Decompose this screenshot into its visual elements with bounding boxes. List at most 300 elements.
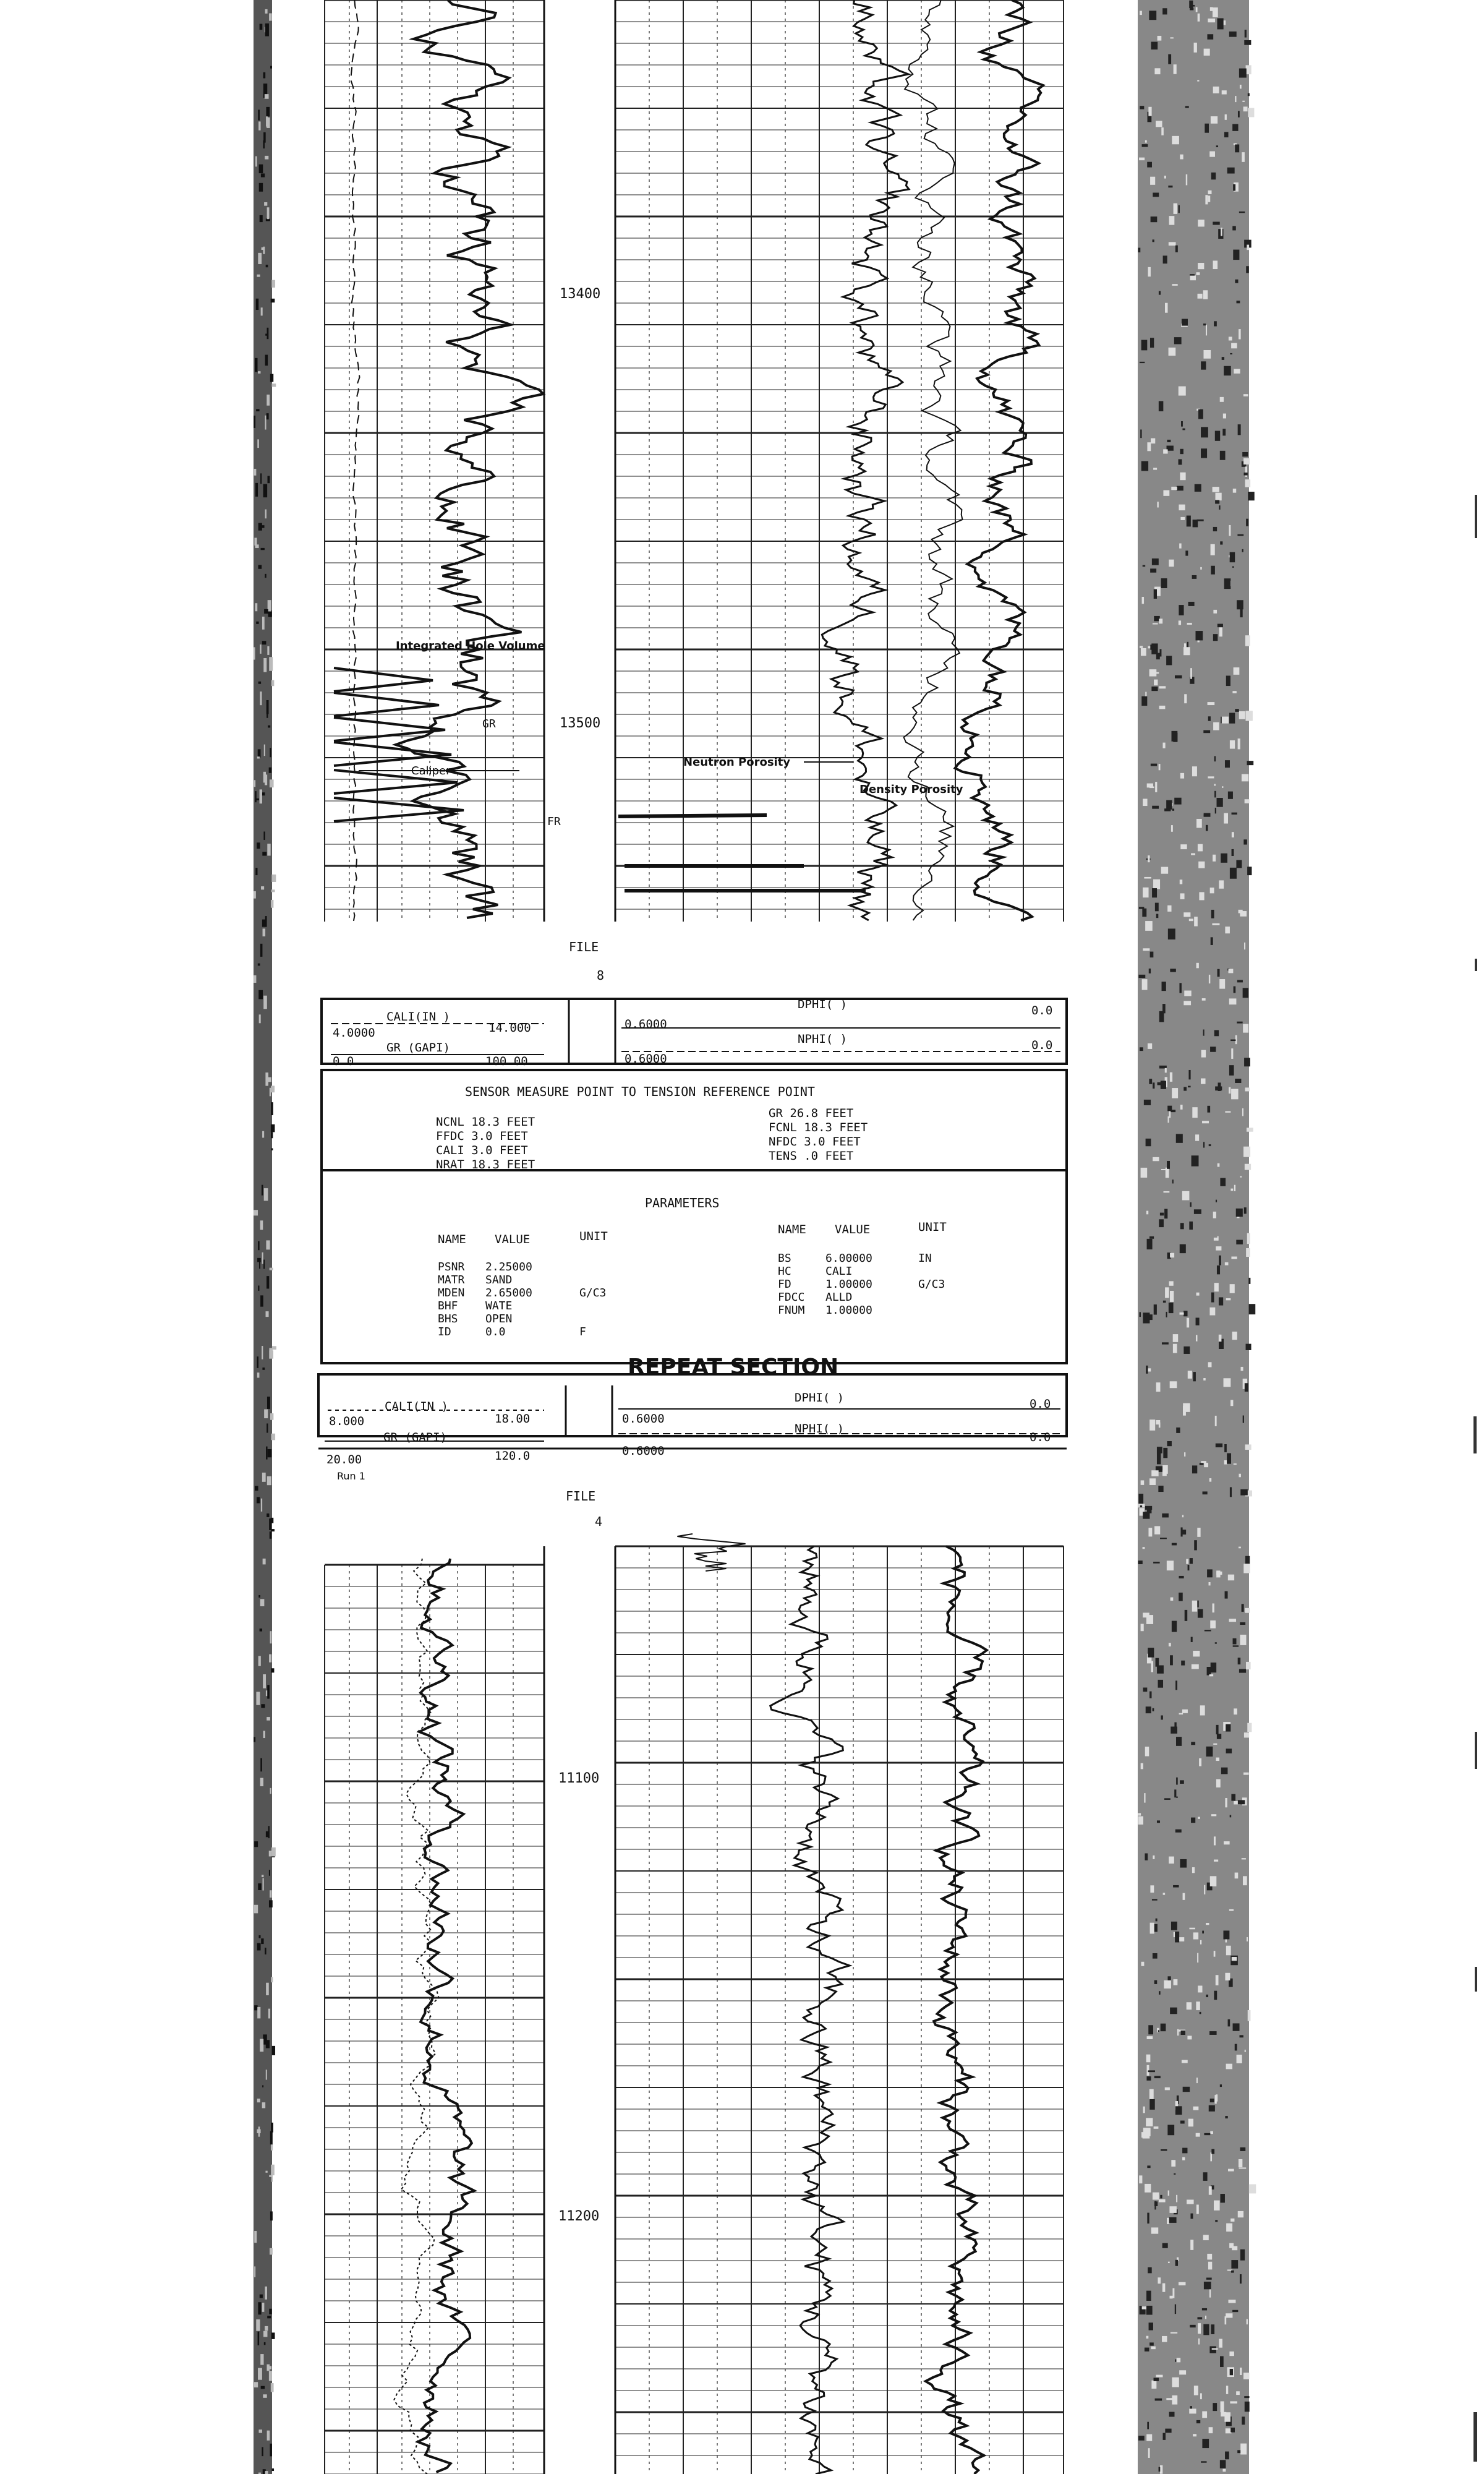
file-number: 8 bbox=[597, 968, 605, 983]
scan-noise bbox=[1246, 1344, 1252, 1350]
param-left-value: WATE bbox=[485, 1299, 513, 1312]
scan-noise bbox=[1209, 1582, 1211, 1585]
scan-noise bbox=[1154, 589, 1157, 599]
scan-noise bbox=[1193, 2107, 1199, 2110]
scan-noise bbox=[1176, 1797, 1178, 1798]
scan-noise bbox=[1232, 2246, 1237, 2250]
gr-scale-label-2: GR (GAPI) bbox=[383, 1431, 447, 1444]
sensor-block-title: SENSOR MEASURE POINT TO TENSION REFERENCE POINT bbox=[465, 1084, 815, 1099]
scan-noise bbox=[1194, 43, 1197, 53]
scan-noise bbox=[1186, 174, 1187, 186]
scan-noise bbox=[1224, 813, 1228, 824]
scan-noise bbox=[1247, 1723, 1252, 1732]
scan-noise bbox=[1230, 740, 1235, 749]
scan-noise bbox=[1220, 541, 1222, 544]
scan-noise bbox=[1239, 2159, 1242, 2167]
scan-noise bbox=[270, 1088, 271, 1097]
scan-noise bbox=[265, 24, 269, 36]
scan-noise bbox=[1145, 2184, 1151, 2193]
scan-noise bbox=[1220, 397, 1224, 402]
scan-noise bbox=[267, 1423, 268, 1432]
scan-noise bbox=[1168, 2262, 1170, 2263]
scan-noise bbox=[1174, 2173, 1175, 2175]
scan-noise bbox=[1171, 2160, 1175, 2167]
scan-noise bbox=[1209, 2031, 1217, 2035]
scan-noise bbox=[1146, 2434, 1152, 2441]
scan-noise bbox=[1225, 2452, 1229, 2460]
scan-noise bbox=[271, 1102, 273, 1115]
scan-noise bbox=[1184, 694, 1187, 703]
scan-noise bbox=[255, 603, 257, 611]
scan-noise bbox=[1162, 580, 1166, 587]
scan-noise bbox=[1179, 605, 1183, 615]
sensor-left-2: CALI 3.0 FEET bbox=[436, 1144, 528, 1157]
scan-noise bbox=[264, 609, 268, 614]
scan-noise bbox=[1230, 1815, 1232, 1817]
scan-noise bbox=[1230, 2428, 1235, 2433]
scan-noise bbox=[261, 1704, 265, 1708]
scan-noise bbox=[254, 1210, 258, 1215]
scan-noise bbox=[1209, 975, 1210, 983]
scan-noise bbox=[1228, 969, 1233, 973]
scan-noise bbox=[263, 484, 268, 498]
scan-noise bbox=[1233, 1645, 1239, 1646]
scan-noise bbox=[1143, 888, 1148, 897]
scan-noise bbox=[1196, 2001, 1200, 2010]
scan-noise bbox=[1229, 525, 1230, 536]
scan-noise bbox=[1159, 291, 1161, 295]
scan-noise bbox=[1202, 2308, 1207, 2310]
scan-noise bbox=[261, 1938, 263, 1944]
nphi-scale-min: 0.6000 bbox=[625, 1052, 667, 1066]
scan-noise bbox=[1203, 1030, 1205, 1036]
scan-noise bbox=[1162, 743, 1165, 748]
scan-noise bbox=[1248, 93, 1250, 96]
scan-noise bbox=[265, 774, 267, 785]
scan-noise bbox=[1216, 145, 1218, 147]
scan-noise bbox=[1231, 1794, 1235, 1801]
scan-noise bbox=[262, 1368, 265, 1370]
scan-noise bbox=[262, 641, 267, 644]
scan-noise bbox=[267, 1513, 269, 1517]
density-porosity-label: Density Porosity bbox=[859, 783, 963, 796]
scan-noise bbox=[1215, 808, 1216, 813]
scan-noise bbox=[1167, 1106, 1172, 1111]
scan-noise bbox=[1243, 1147, 1250, 1157]
scan-noise bbox=[1161, 2024, 1166, 2032]
scan-noise bbox=[1172, 2288, 1174, 2298]
scan-noise bbox=[260, 789, 262, 803]
scan-noise bbox=[1154, 2378, 1159, 2381]
scan-noise bbox=[1180, 155, 1183, 160]
scan-noise bbox=[1232, 691, 1236, 693]
scan-noise bbox=[271, 1434, 276, 1440]
scan-noise bbox=[1198, 14, 1200, 22]
scan-noise bbox=[1164, 1798, 1171, 1800]
scan-noise bbox=[1224, 1460, 1227, 1465]
scan-noise bbox=[1183, 1311, 1187, 1316]
scan-noise bbox=[1176, 1778, 1178, 1785]
scan-noise bbox=[1205, 195, 1208, 204]
scan-noise bbox=[1150, 338, 1154, 348]
param-right-value: 6.00000 bbox=[825, 1252, 872, 1265]
scan-noise bbox=[1169, 2217, 1177, 2223]
scan-noise bbox=[256, 409, 259, 411]
scan-noise bbox=[1206, 1923, 1209, 1925]
scan-noise bbox=[1190, 7, 1193, 10]
margin-mark bbox=[1475, 495, 1477, 538]
scan-noise bbox=[1173, 1344, 1177, 1353]
scan-noise bbox=[1146, 2055, 1151, 2063]
gr-curve-label: GR bbox=[482, 717, 496, 730]
scan-noise bbox=[254, 416, 255, 428]
scan-noise bbox=[1204, 1885, 1205, 1894]
scan-noise bbox=[1214, 1030, 1219, 1036]
scan-noise bbox=[1238, 111, 1240, 117]
scan-noise bbox=[1229, 1909, 1234, 1911]
scan-noise bbox=[1162, 1513, 1169, 1518]
scan-noise bbox=[1159, 2199, 1166, 2202]
scan-noise bbox=[1220, 451, 1226, 460]
param-right-header-name: NAME bbox=[778, 1223, 806, 1236]
scan-noise bbox=[266, 1447, 268, 1460]
scan-noise bbox=[1230, 1189, 1233, 1191]
scan-noise bbox=[1148, 2070, 1155, 2072]
scan-noise bbox=[1220, 2460, 1226, 2468]
scan-noise bbox=[1232, 832, 1234, 837]
scan-noise bbox=[1214, 784, 1216, 786]
scan-noise bbox=[257, 1497, 260, 1503]
scan-noise bbox=[265, 2326, 268, 2331]
scan-noise bbox=[1174, 203, 1178, 214]
scan-noise bbox=[1224, 132, 1229, 137]
scan-noise bbox=[1229, 32, 1237, 37]
scan-noise bbox=[1230, 1400, 1233, 1406]
scan-noise bbox=[271, 280, 275, 288]
scan-noise bbox=[257, 842, 260, 849]
scan-noise bbox=[1193, 1932, 1198, 1939]
margin-mark bbox=[1475, 1967, 1477, 1992]
scan-noise bbox=[262, 2102, 265, 2108]
scan-noise bbox=[1240, 1622, 1245, 1625]
scan-noise bbox=[1180, 2031, 1185, 2035]
scan-noise bbox=[1225, 1973, 1230, 1980]
scan-noise bbox=[1174, 337, 1182, 344]
param-left-value: SAND bbox=[485, 1273, 513, 1286]
scan-noise bbox=[1196, 2420, 1200, 2423]
scan-noise bbox=[1160, 1538, 1167, 1539]
scan-noise bbox=[269, 1654, 271, 1663]
scan-noise bbox=[1195, 1134, 1199, 1141]
scan-noise bbox=[268, 2009, 270, 2019]
scan-noise bbox=[254, 2266, 255, 2277]
scan-noise bbox=[1179, 983, 1181, 993]
scan-noise bbox=[260, 24, 263, 30]
scan-noise bbox=[1239, 1669, 1246, 1673]
scan-noise bbox=[1187, 2002, 1192, 2010]
scan-noise bbox=[1209, 2427, 1213, 2433]
scan-noise bbox=[1153, 1953, 1158, 1959]
scan-noise bbox=[1214, 1951, 1216, 1957]
scan-noise bbox=[1166, 800, 1172, 810]
gr-scale-label: GR (GAPI) bbox=[386, 1041, 450, 1055]
scan-noise bbox=[1138, 1560, 1143, 1564]
scan-noise bbox=[1210, 888, 1214, 893]
scan-noise bbox=[1214, 321, 1217, 326]
depth-13500: 13500 bbox=[560, 716, 601, 731]
scan-noise bbox=[1230, 353, 1232, 354]
scan-noise bbox=[1147, 442, 1151, 451]
scan-noise bbox=[1226, 2428, 1232, 2433]
scan-noise bbox=[1212, 923, 1219, 925]
scan-noise bbox=[1201, 1079, 1206, 1084]
scan-noise bbox=[1159, 2467, 1161, 2472]
scan-noise bbox=[1239, 711, 1245, 719]
scan-noise bbox=[1225, 760, 1230, 768]
scan-noise bbox=[1180, 893, 1185, 899]
scan-noise bbox=[1175, 2260, 1178, 2266]
scan-noise bbox=[1161, 867, 1168, 874]
scan-noise bbox=[1245, 2402, 1250, 2412]
scan-noise bbox=[1192, 1867, 1195, 1873]
scan-noise bbox=[256, 622, 258, 624]
scan-noise bbox=[1140, 106, 1144, 109]
scan-noise bbox=[1169, 1303, 1174, 1313]
scan-noise bbox=[260, 1295, 263, 1306]
scan-noise bbox=[258, 990, 263, 999]
scan-noise bbox=[1221, 854, 1227, 863]
scan-noise bbox=[1230, 2369, 1233, 2375]
scan-noise bbox=[1244, 473, 1248, 475]
scan-noise bbox=[1217, 624, 1223, 628]
scan-noise bbox=[1172, 2378, 1179, 2387]
scan-noise bbox=[1215, 1086, 1222, 1090]
scan-noise bbox=[1245, 1608, 1250, 1613]
scan-noise bbox=[1163, 1893, 1166, 1894]
scan-noise bbox=[1184, 1452, 1185, 1457]
scan-noise bbox=[1156, 653, 1160, 660]
scan-noise bbox=[254, 537, 257, 545]
file-label-2: FILE bbox=[566, 1489, 596, 1504]
scan-noise bbox=[1180, 1244, 1186, 1253]
integrated-hole-volume-label: Integrated Hole Volume bbox=[396, 640, 545, 653]
param-left-header-name: NAME bbox=[438, 1233, 466, 1246]
scan-noise bbox=[1142, 909, 1146, 917]
scan-noise bbox=[271, 875, 276, 882]
scan-noise bbox=[1161, 1715, 1162, 1719]
scan-noise bbox=[1206, 2278, 1212, 2280]
scan-noise bbox=[254, 780, 256, 787]
scan-noise bbox=[1190, 1202, 1191, 1207]
scan-noise bbox=[1202, 998, 1206, 1001]
scan-noise bbox=[1193, 520, 1198, 527]
scan-noise bbox=[269, 657, 273, 671]
scan-noise bbox=[1224, 1841, 1230, 1844]
scan-noise bbox=[1200, 1705, 1205, 1715]
scan-noise bbox=[1234, 987, 1236, 993]
scan-noise bbox=[267, 1476, 271, 1485]
scan-noise bbox=[263, 1731, 265, 1738]
scan-noise bbox=[1237, 2055, 1242, 2063]
scan-noise bbox=[1204, 2282, 1211, 2289]
scan-noise bbox=[1194, 1209, 1201, 1214]
scan-noise bbox=[1190, 274, 1195, 275]
scan-noise bbox=[1226, 2064, 1232, 2070]
scan-noise bbox=[1171, 1922, 1177, 1930]
scan-noise bbox=[1190, 275, 1196, 280]
scan-noise bbox=[1225, 114, 1227, 120]
scan-noise bbox=[1198, 263, 1204, 269]
scan-noise bbox=[258, 523, 262, 531]
scan-noise bbox=[1235, 145, 1239, 153]
scan-noise bbox=[1157, 1820, 1160, 1823]
scan-noise bbox=[1222, 429, 1226, 435]
run-label: Run 1 bbox=[337, 1470, 365, 1482]
scan-noise bbox=[1192, 1601, 1197, 1612]
scan-noise bbox=[1163, 1301, 1166, 1303]
scan-noise bbox=[263, 658, 267, 672]
scan-noise bbox=[1149, 1478, 1156, 1485]
scan-noise bbox=[1159, 764, 1161, 770]
scan-noise bbox=[1246, 1662, 1251, 1669]
scan-noise bbox=[1139, 2175, 1142, 2183]
scan-noise bbox=[1176, 1134, 1183, 1142]
scan-noise bbox=[1198, 862, 1205, 868]
scan-noise bbox=[254, 469, 257, 476]
scan-noise bbox=[1238, 1800, 1245, 1804]
scan-noise bbox=[1209, 2288, 1211, 2298]
scan-noise bbox=[1196, 1335, 1198, 1341]
scan-noise bbox=[259, 183, 263, 192]
scan-noise bbox=[1243, 1564, 1250, 1573]
scan-noise bbox=[268, 726, 270, 728]
scan-noise bbox=[1244, 40, 1251, 45]
scan-noise bbox=[1222, 357, 1224, 360]
scan-noise bbox=[1231, 1257, 1237, 1259]
scan-noise bbox=[1217, 1163, 1220, 1167]
scan-noise bbox=[1142, 2306, 1146, 2309]
scan-noise bbox=[1222, 717, 1229, 724]
scan-noise bbox=[1219, 627, 1222, 636]
scan-noise bbox=[1244, 1732, 1249, 1737]
scan-noise bbox=[1229, 998, 1237, 1004]
scan-noise bbox=[1216, 1779, 1221, 1787]
scan-noise bbox=[1149, 669, 1157, 676]
scan-noise bbox=[1183, 2087, 1190, 2092]
dphi-scale-min-2: 0.6000 bbox=[622, 1412, 665, 1426]
scan-noise bbox=[265, 510, 267, 519]
scan-noise bbox=[1158, 36, 1162, 41]
scan-noise bbox=[255, 358, 258, 372]
scan-noise bbox=[1230, 1284, 1235, 1293]
scan-noise bbox=[1238, 2211, 1243, 2217]
scan-noise bbox=[1208, 190, 1212, 194]
param-left-header-unit: UNIT bbox=[579, 1230, 608, 1243]
scan-noise bbox=[1203, 730, 1210, 734]
scan-noise bbox=[1226, 2386, 1228, 2394]
scan-noise bbox=[1150, 1923, 1154, 1934]
scan-noise bbox=[1155, 2399, 1162, 2401]
sensor-right-0: GR 26.8 FEET bbox=[769, 1106, 854, 1120]
scan-noise bbox=[1198, 844, 1203, 852]
scan-noise bbox=[1148, 267, 1151, 276]
scan-noise bbox=[1243, 1024, 1248, 1033]
scan-noise bbox=[1202, 2412, 1207, 2418]
scan-noise bbox=[1145, 1747, 1149, 1757]
scan-noise bbox=[1179, 1593, 1183, 1601]
scan-noise bbox=[1239, 1547, 1241, 1549]
scan-noise bbox=[270, 2248, 273, 2255]
scan-noise bbox=[1166, 1312, 1167, 1317]
scan-noise bbox=[1230, 1487, 1232, 1497]
scan-noise bbox=[1180, 517, 1185, 520]
scan-noise bbox=[263, 1674, 266, 1689]
scan-noise bbox=[1148, 855, 1149, 862]
scan-noise bbox=[1211, 566, 1215, 575]
scan-noise bbox=[1141, 1962, 1145, 1966]
scan-noise bbox=[1148, 1648, 1154, 1658]
scan-noise bbox=[1215, 2220, 1217, 2222]
scan-noise bbox=[1150, 1885, 1154, 1893]
scan-noise bbox=[266, 107, 270, 116]
scan-noise bbox=[1201, 1050, 1206, 1058]
scan-noise bbox=[1146, 2291, 1151, 2301]
scan-noise bbox=[1234, 1463, 1237, 1465]
scan-noise bbox=[1182, 2060, 1188, 2063]
scan-noise bbox=[1183, 1346, 1190, 1354]
scan-noise bbox=[1210, 1876, 1217, 1886]
param-left-name: BHS bbox=[438, 1312, 458, 1325]
scan-noise bbox=[1159, 401, 1164, 411]
scan-noise bbox=[1157, 502, 1158, 507]
scan-noise bbox=[1192, 1107, 1197, 1118]
scan-noise bbox=[1228, 2169, 1234, 2172]
scan-noise bbox=[1193, 1651, 1200, 1656]
scan-noise bbox=[1232, 566, 1234, 568]
scan-noise bbox=[1217, 1265, 1220, 1274]
scan-noise bbox=[1162, 982, 1166, 991]
scan-noise bbox=[1191, 1818, 1195, 1823]
scan-noise bbox=[1201, 361, 1206, 369]
scan-noise bbox=[1158, 1486, 1163, 1492]
scan-noise bbox=[1175, 2360, 1176, 2362]
scan-noise bbox=[1173, 1885, 1179, 1888]
scan-noise bbox=[1247, 245, 1249, 250]
scan-noise bbox=[1143, 565, 1145, 567]
scan-noise bbox=[1225, 1111, 1230, 1113]
scan-noise bbox=[1244, 1207, 1247, 1213]
scan-noise bbox=[1142, 597, 1144, 604]
scan-noise bbox=[262, 1473, 266, 1482]
scan-noise bbox=[1240, 2444, 1247, 2455]
scan-noise bbox=[1209, 1674, 1213, 1676]
scan-noise bbox=[1248, 1278, 1250, 1284]
scan-noise bbox=[1154, 68, 1160, 74]
scan-noise bbox=[260, 944, 263, 957]
scan-noise bbox=[1141, 1480, 1145, 1484]
scan-noise bbox=[1191, 1637, 1193, 1642]
scan-noise bbox=[1231, 1089, 1239, 1100]
scan-noise bbox=[257, 2007, 260, 2018]
scan-noise bbox=[1243, 458, 1250, 464]
scan-noise bbox=[1209, 152, 1215, 157]
scan-noise bbox=[1236, 1209, 1243, 1217]
scan-noise bbox=[263, 2331, 267, 2337]
scan-noise bbox=[1213, 527, 1217, 531]
param-right-name: FNUM bbox=[778, 1304, 805, 1317]
scan-noise bbox=[1185, 550, 1188, 555]
scan-noise bbox=[1190, 1558, 1193, 1564]
